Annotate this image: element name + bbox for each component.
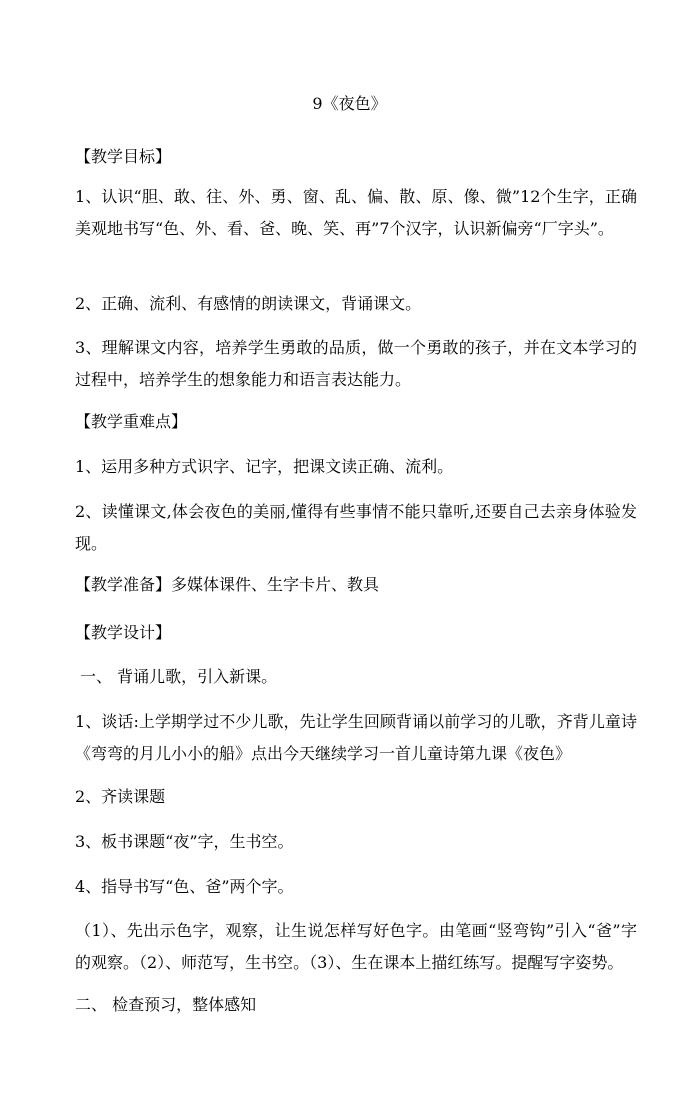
goal-item-2: 2、正确、流利、有感情的朗读课文，背诵课文。 xyxy=(75,294,422,313)
section-heading-key-points: 【教学重难点】 xyxy=(75,412,188,431)
step-3: 3、板书课题“夜”字，生书空。 xyxy=(75,832,294,851)
part-2-heading: 二、 检查预习，整体感知 xyxy=(75,995,257,1014)
section-heading-design: 【教学设计】 xyxy=(75,623,172,642)
key-point-2: 2、读懂课文,体会夜色的美丽,懂得有些事情不能只靠听,还要自己去亲身体验发现。 xyxy=(75,502,637,553)
document-title: 9《夜色》 xyxy=(312,94,387,113)
goal-item-3: 3、理解课文内容，培养学生勇敢的品质，做一个勇敢的孩子，并在文本学习的过程中，培养学生的想象能力和语言表达能力。 xyxy=(75,338,637,389)
preparation-line: 【教学准备】多媒体课件、生字卡片、教具 xyxy=(75,575,380,594)
section-heading-goals: 【教学目标】 xyxy=(75,147,172,166)
step-1: 1、谈话:上学期学过不少儿歌，先让学生回顾背诵以前学习的儿歌，齐背儿童诗《弯弯的月儿小小的船》点出今天继续学习一首儿童诗第九课《夜色》 xyxy=(75,712,637,763)
goal-item-1: 1、认识“胆、敢、往、外、勇、窗、乱、偏、散、原、像、微”12个生字，正确美观地书写“色、外、看、爸、晚、笑、再”7个汉字，认识新偏旁“厂字头”。 xyxy=(75,187,637,238)
step-4-detail: （1）、先出示色字，观察，让生说怎样写好色字。由笔画“竖弯钩”引入“爸”字的观察。（2）、师范写，生书空。（3）、生在课本上描红练写。提醒写字姿势。 xyxy=(75,921,637,972)
step-2: 2、齐读课题 xyxy=(75,787,166,806)
key-point-1: 1、运用多种方式识字、记字，把课文读正确、流利。 xyxy=(75,457,454,476)
part-1-heading: 一、 背诵儿歌，引入新课。 xyxy=(80,667,278,686)
step-4: 4、指导书写“色、爸”两个字。 xyxy=(75,877,294,896)
